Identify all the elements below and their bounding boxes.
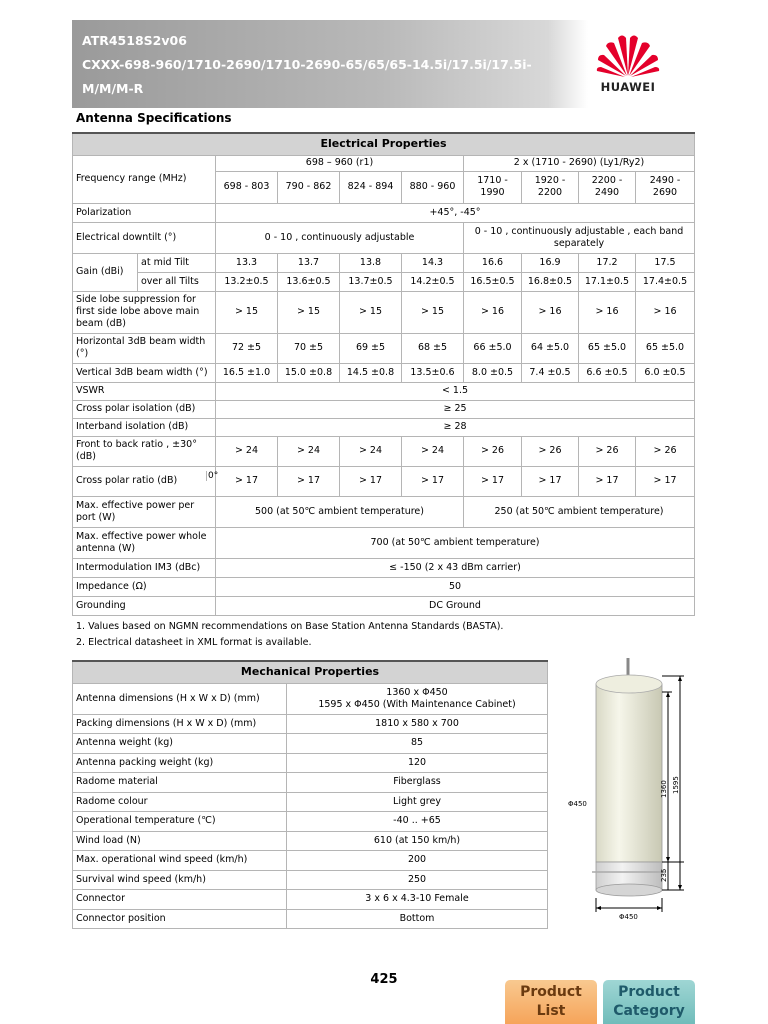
- sidelobe-value: > 16: [522, 291, 579, 333]
- mech-label: Radome colour: [73, 792, 287, 811]
- sub-band: 2490 - 2690: [636, 171, 695, 203]
- mech-value: 120: [287, 753, 548, 772]
- cpr-angle: 0°: [208, 470, 219, 481]
- downtilt-r1: 0 - 10 , continuously adjustable: [216, 222, 464, 253]
- mech-label: Antenna weight (kg): [73, 733, 287, 753]
- height-body-label: 1360: [660, 780, 668, 798]
- vbw-value: 8.0 ±0.5: [464, 363, 522, 382]
- band-y: 2 x (1710 - 2690) (Ly1/Ry2): [464, 155, 695, 171]
- antenna-drawing: [556, 656, 696, 926]
- mech-label: Connector: [73, 889, 287, 909]
- ftb-value: > 26: [579, 436, 636, 466]
- power-port-y: 250 (at 50℃ ambient temperature): [464, 496, 695, 527]
- vbw-value: 13.5±0.6: [402, 363, 464, 382]
- ftb-value: > 24: [216, 436, 278, 466]
- gain-mid: 13.7: [278, 253, 340, 272]
- antenna-dimensions: 1360 x Φ450: [386, 686, 448, 698]
- mech-label: Wind load (N): [73, 831, 287, 850]
- power-port-r1: 500 (at 50℃ ambient temperature): [216, 496, 464, 527]
- frequency-label: Frequency range (MHz): [73, 155, 216, 203]
- polarization-label: Polarization: [73, 203, 216, 222]
- hbw-value: 65 ±5.0: [579, 333, 636, 363]
- sub-band: 698 - 803: [216, 171, 278, 203]
- power-port-label: Max. effective power per port (W): [73, 496, 216, 527]
- sub-band: 2200 - 2490: [579, 171, 636, 203]
- mech-value: 200: [287, 850, 548, 870]
- vswr-label: VSWR: [73, 382, 216, 400]
- electrical-properties-table: [72, 132, 695, 616]
- downtilt-label: Electrical downtilt (°): [73, 222, 216, 253]
- sidelobe-value: > 16: [464, 291, 522, 333]
- note-1: 1. Values based on NGMN recommendations on Base Station Antenna Standards (BASTA).: [76, 621, 504, 632]
- gain-mid: 14.3: [402, 253, 464, 272]
- sidelobe-value: > 15: [216, 291, 278, 333]
- vbw-value: 7.4 ±0.5: [522, 363, 579, 382]
- cpr-value: > 17: [522, 466, 579, 496]
- sidelobe-value: > 15: [402, 291, 464, 333]
- grounding-label: Grounding: [73, 596, 216, 615]
- grounding-value: DC Ground: [216, 596, 695, 615]
- sub-band: 824 - 894: [340, 171, 402, 203]
- polarization-value: +45°, -45°: [216, 203, 695, 222]
- ftb-value: > 26: [636, 436, 695, 466]
- hbw-value: 72 ±5: [216, 333, 278, 363]
- ftb-value: > 24: [402, 436, 464, 466]
- hbw-value: 68 ±5: [402, 333, 464, 363]
- mech-value: Bottom: [287, 909, 548, 928]
- diameter-bottom-label: Φ450: [619, 913, 638, 921]
- hbw-value: 64 ±5.0: [522, 333, 579, 363]
- cpr-value: > 17: [402, 466, 464, 496]
- gain-mid: 13.3: [216, 253, 278, 272]
- sub-band: 1920 - 2200: [522, 171, 579, 203]
- huawei-petals-icon: [592, 32, 664, 78]
- page-number: 425: [370, 972, 398, 987]
- mech-label: Operational temperature (℃): [73, 811, 287, 831]
- sidelobe-value: > 16: [636, 291, 695, 333]
- antenna-dimensions-cabinet: 1595 x Φ450 (With Maintenance Cabinet): [318, 698, 516, 710]
- mech-value: Fiberglass: [287, 772, 548, 792]
- sub-band: 790 - 862: [278, 171, 340, 203]
- gain-mid: 13.8: [340, 253, 402, 272]
- gain-all: 16.5±0.5: [464, 272, 522, 291]
- mech-value: 85: [287, 733, 548, 753]
- vswr-value: < 1.5: [216, 382, 695, 400]
- antenna-body: [596, 684, 662, 862]
- impedance-label: Impedance (Ω): [73, 577, 216, 596]
- model-name: ATR4518S2v06: [82, 33, 187, 48]
- brand-name: HUAWEI: [600, 80, 656, 94]
- sidelobe-value: > 15: [278, 291, 340, 333]
- gain-all: 17.4±0.5: [636, 272, 695, 291]
- downtilt-y: 0 - 10 , continuously adjustable , each band separately: [464, 222, 695, 253]
- antenna-top: [596, 675, 662, 693]
- vbw-value: 14.5 ±0.8: [340, 363, 402, 382]
- vbw-value: 16.5 ±1.0: [216, 363, 278, 382]
- mech-value: 250: [287, 870, 548, 889]
- im3-label: Intermodulation IM3 (dBc): [73, 558, 216, 577]
- hbw-label: Horizontal 3dB beam width (°): [73, 333, 216, 363]
- ftb-value: > 26: [464, 436, 522, 466]
- diameter-side-label: Φ450: [568, 800, 587, 808]
- hbw-value: 65 ±5.0: [636, 333, 695, 363]
- gain-all-label: over all Tilts: [138, 272, 216, 291]
- mechanical-title: Mechanical Properties: [73, 661, 548, 683]
- mech-value: 1810 x 580 x 700: [287, 714, 548, 733]
- gain-mid: 17.5: [636, 253, 695, 272]
- mech-label: Radome material: [73, 772, 287, 792]
- gain-all: 17.1±0.5: [579, 272, 636, 291]
- hbw-value: 70 ±5: [278, 333, 340, 363]
- sidelobe-value: > 15: [340, 291, 402, 333]
- cpr-value: > 17: [216, 466, 278, 496]
- gain-mid-label: at mid Tilt: [138, 253, 216, 272]
- gain-all: 13.2±0.5: [216, 272, 278, 291]
- interband-label: Interband isolation (dB): [73, 418, 216, 436]
- im3-value: ≤ -150 (2 x 43 dBm carrier): [216, 558, 695, 577]
- huawei-logo: [592, 32, 664, 104]
- product-list-button[interactable]: [505, 980, 597, 1024]
- sub-band: 1710 - 1990: [464, 171, 522, 203]
- band-r1: 698 – 960 (r1): [216, 155, 464, 171]
- ftb-value: > 24: [278, 436, 340, 466]
- gain-all: 13.7±0.5: [340, 272, 402, 291]
- note-2: 2. Electrical datasheet in XML format is available.: [76, 637, 312, 648]
- mech-label: Max. operational wind speed (km/h): [73, 850, 287, 870]
- power-antenna-label: Max. effective power whole antenna (W): [73, 527, 216, 558]
- mech-label: Survival wind speed (km/h): [73, 870, 287, 889]
- mech-value: Light grey: [287, 792, 548, 811]
- document-header: [72, 20, 548, 108]
- impedance-value: 50: [216, 577, 695, 596]
- section-title: Antenna Specifications: [76, 111, 232, 125]
- gain-mid: 17.2: [579, 253, 636, 272]
- cpi-value: ≥ 25: [216, 400, 695, 418]
- product-list-label: Product List: [520, 984, 582, 1019]
- interband-value: ≥ 28: [216, 418, 695, 436]
- header-fade: [548, 20, 588, 108]
- hbw-value: 66 ±5.0: [464, 333, 522, 363]
- cpr-value: > 17: [340, 466, 402, 496]
- sidelobe-value: > 16: [579, 291, 636, 333]
- cpi-label: Cross polar isolation (dB): [73, 400, 216, 418]
- cpr-label-text: Cross polar ratio (dB): [76, 475, 178, 486]
- height-total-label: 1595: [672, 776, 680, 794]
- ftb-value: > 24: [340, 436, 402, 466]
- gain-mid: 16.9: [522, 253, 579, 272]
- mech-value: -40 .. +65: [287, 811, 548, 831]
- cpr-value: > 17: [278, 466, 340, 496]
- model-code: CXXX-698-960/1710-2690/1710-2690-65/65/65-14.5i/17.5i/17.5i-: [82, 57, 532, 72]
- electrical-title: Electrical Properties: [73, 133, 695, 155]
- product-category-label: Product Category: [613, 984, 685, 1019]
- mechanical-properties-table: [72, 660, 548, 929]
- vbw-value: 6.6 ±0.5: [579, 363, 636, 382]
- hbw-value: 69 ±5: [340, 333, 402, 363]
- sidelobe-label: Side lobe suppression for first side lobe above main beam (dB): [73, 291, 216, 333]
- cpr-value: > 17: [464, 466, 522, 496]
- product-category-button[interactable]: [603, 980, 695, 1024]
- vbw-value: 15.0 ±0.8: [278, 363, 340, 382]
- mech-label: Packing dimensions (H x W x D) (mm): [73, 714, 287, 733]
- cabinet-bottom: [596, 884, 662, 896]
- gain-all: 13.6±0.5: [278, 272, 340, 291]
- cpr-value: > 17: [636, 466, 695, 496]
- ftb-value: > 26: [522, 436, 579, 466]
- gain-label: Gain (dBi): [73, 253, 138, 291]
- mech-value: 610 (at 150 km/h): [287, 831, 548, 850]
- mech-value: 3 x 6 x 4.3-10 Female: [287, 889, 548, 909]
- vbw-label: Vertical 3dB beam width (°): [73, 363, 216, 382]
- height-cabinet-label: 235: [660, 868, 668, 882]
- mech-label: Connector position: [73, 909, 287, 928]
- mech-label: Antenna packing weight (kg): [73, 753, 287, 772]
- gain-all: 14.2±0.5: [402, 272, 464, 291]
- mech-label: Antenna dimensions (H x W x D) (mm): [73, 683, 287, 714]
- gain-mid: 16.6: [464, 253, 522, 272]
- ftb-label: Front to back ratio , ±30° (dB): [73, 436, 216, 466]
- power-antenna-value: 700 (at 50℃ ambient temperature): [216, 527, 695, 558]
- mech-value: [287, 683, 548, 714]
- gain-all: 16.8±0.5: [522, 272, 579, 291]
- sub-band: 880 - 960: [402, 171, 464, 203]
- vbw-value: 6.0 ±0.5: [636, 363, 695, 382]
- cpr-label: [73, 466, 219, 496]
- model-code-suffix: M/M/M-R: [82, 81, 144, 96]
- cpr-value: > 17: [579, 466, 636, 496]
